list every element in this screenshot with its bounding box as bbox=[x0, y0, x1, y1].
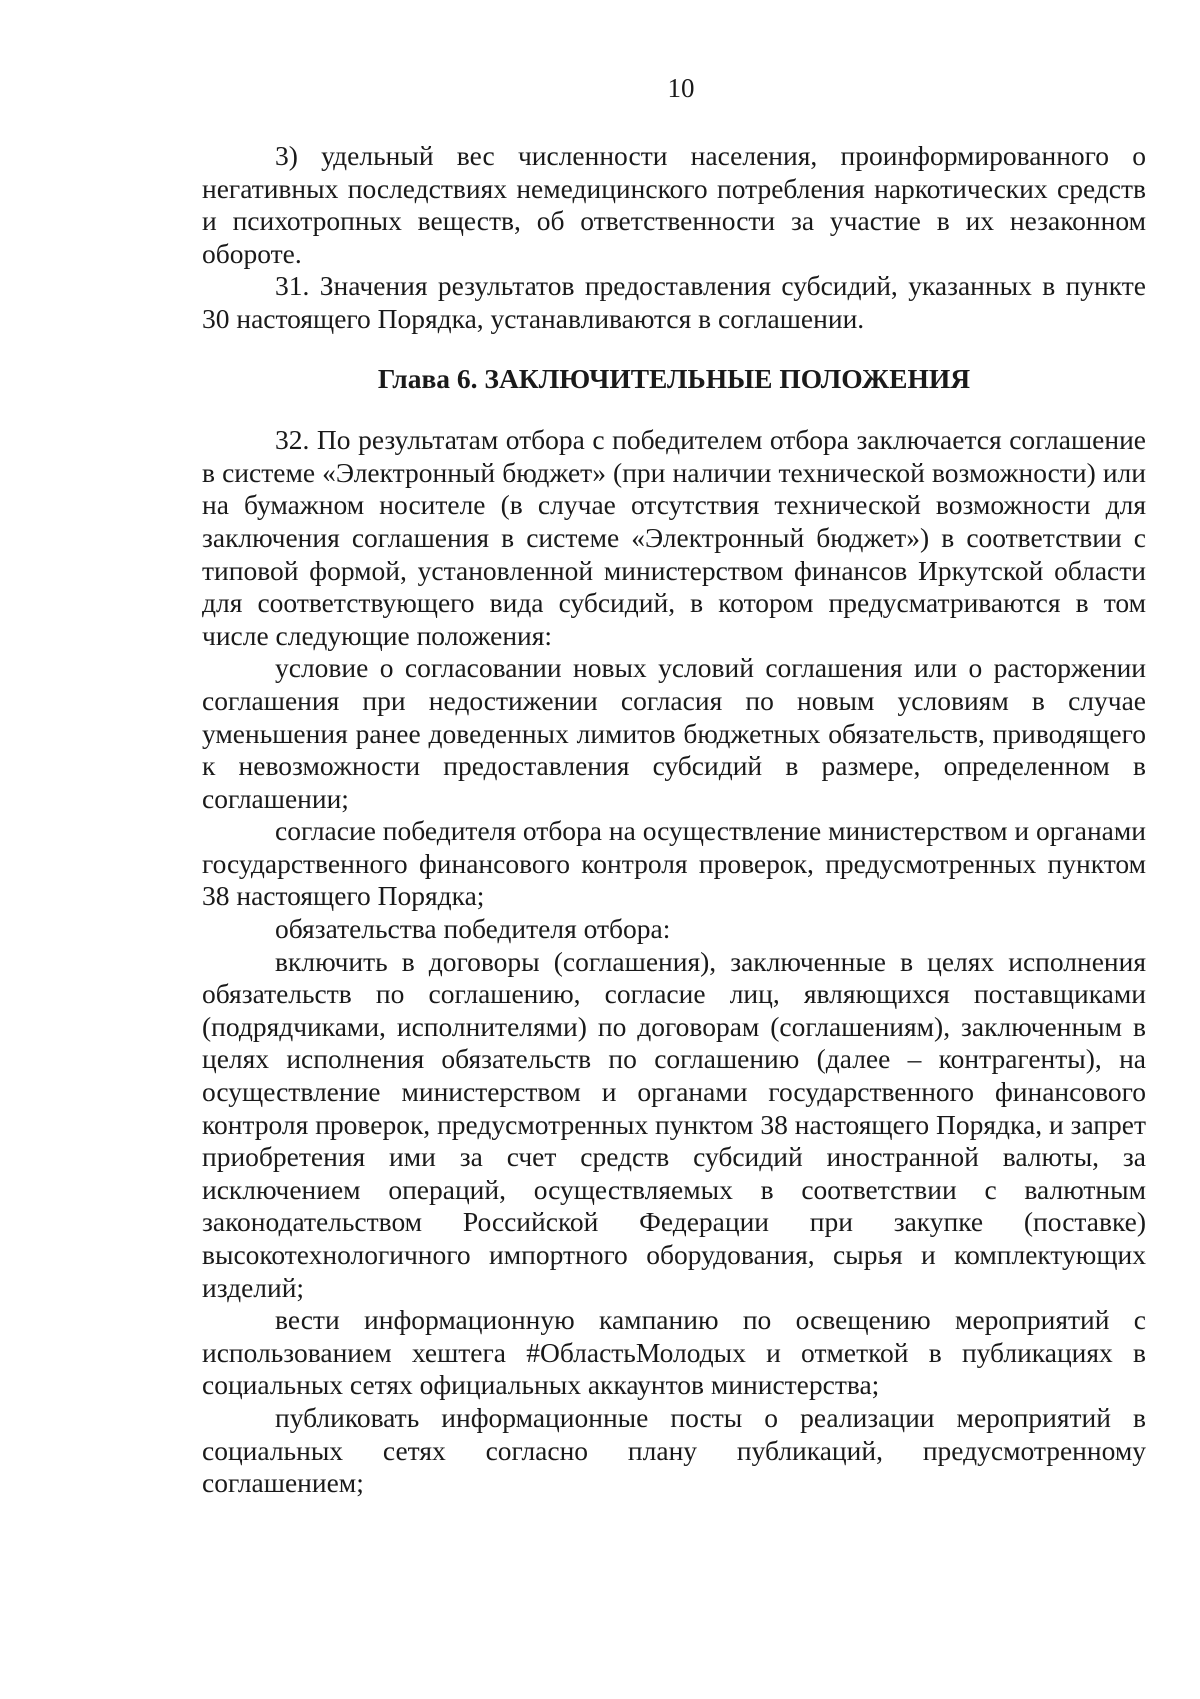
chapter-heading: Глава 6. ЗАКЛЮЧИТЕЛЬНЫЕ ПОЛОЖЕНИЯ bbox=[377, 362, 971, 394]
paragraph-consent-inspections: согласие победителя отбора на осуществление министерством и органами государственного финансового контроля проверок, предусмотренных пунктом 38 настоящего Порядка; bbox=[202, 815, 1146, 912]
document-body bbox=[202, 140, 1146, 1500]
page-number: 10 bbox=[667, 73, 695, 103]
paragraph-info-campaign: вести информационную кампанию по освещению мероприятий с использованием хештега #ОбластьМолодых и отметкой в публикациях в социальных сетях официальных аккаунтов министерства; bbox=[202, 1304, 1146, 1401]
paragraph-item-3: 3) удельный вес численности населения, проинформированного о негативных последствиях немедицинского потребления наркотических средств и психотропных веществ, об ответственности за участие в их незаконном обороте. bbox=[202, 140, 1146, 269]
paragraph-obligations-intro: обязательства победителя отбора: bbox=[275, 913, 671, 945]
paragraph-include-in-contracts: включить в договоры (соглашения), заключенные в целях исполнения обязательств по соглашению, согласие лиц, являющихся поставщиками (подрядчиками, исполнителями) по договорам (соглашениям), заключенным в целях исполнения обязательств по соглашению (далее – контрагенты), на осуществление министерством и органами государственного финансового контроля проверок, предусмотренных пунктом 38 настоящего Порядка, и запрет приобретения ими за счет средств субсидий иностранной валюты, за исключением операций, осуществляемых в соответствии с валютным законодательством Российской Федерации при закупке (поставке) высокотехнологичного импортного оборудования, сырья и комплектующих изделий; bbox=[202, 945, 1146, 1303]
paragraph-32: 32. По результатам отбора с победителем отбора заключается соглашение в системе «Электронный бюджет» (при наличии технической возможности) или на бумажном носителе (в случае отсутствия технической возможности для заключения соглашения в системе «Электронный бюджет») в соответствии с типовой формой, установленной министерством финансов Иркутской области для соответствующего вида субсидий, в котором предусматриваются в том числе следующие положения: bbox=[202, 424, 1146, 651]
paragraph-publish-posts: публиковать информационные посты о реализации мероприятий в социальных сетях согласно плану публикаций, предусмотренному соглашением; bbox=[202, 1401, 1146, 1499]
paragraph-condition-agreement-change: условие о согласовании новых условий соглашения или о расторжении соглашения при недостижении согласия по новым условиям в случае уменьшения ранее доведенных лимитов бюджетных обязательств, приводящего к невозможности предоставления субсидий в размере, определенном в соглашении; bbox=[202, 652, 1146, 814]
paragraph-31: 31. Значения результатов предоставления субсидий, указанных в пункте 30 настоящего Порядка, устанавливаются в соглашении. bbox=[202, 270, 1146, 334]
